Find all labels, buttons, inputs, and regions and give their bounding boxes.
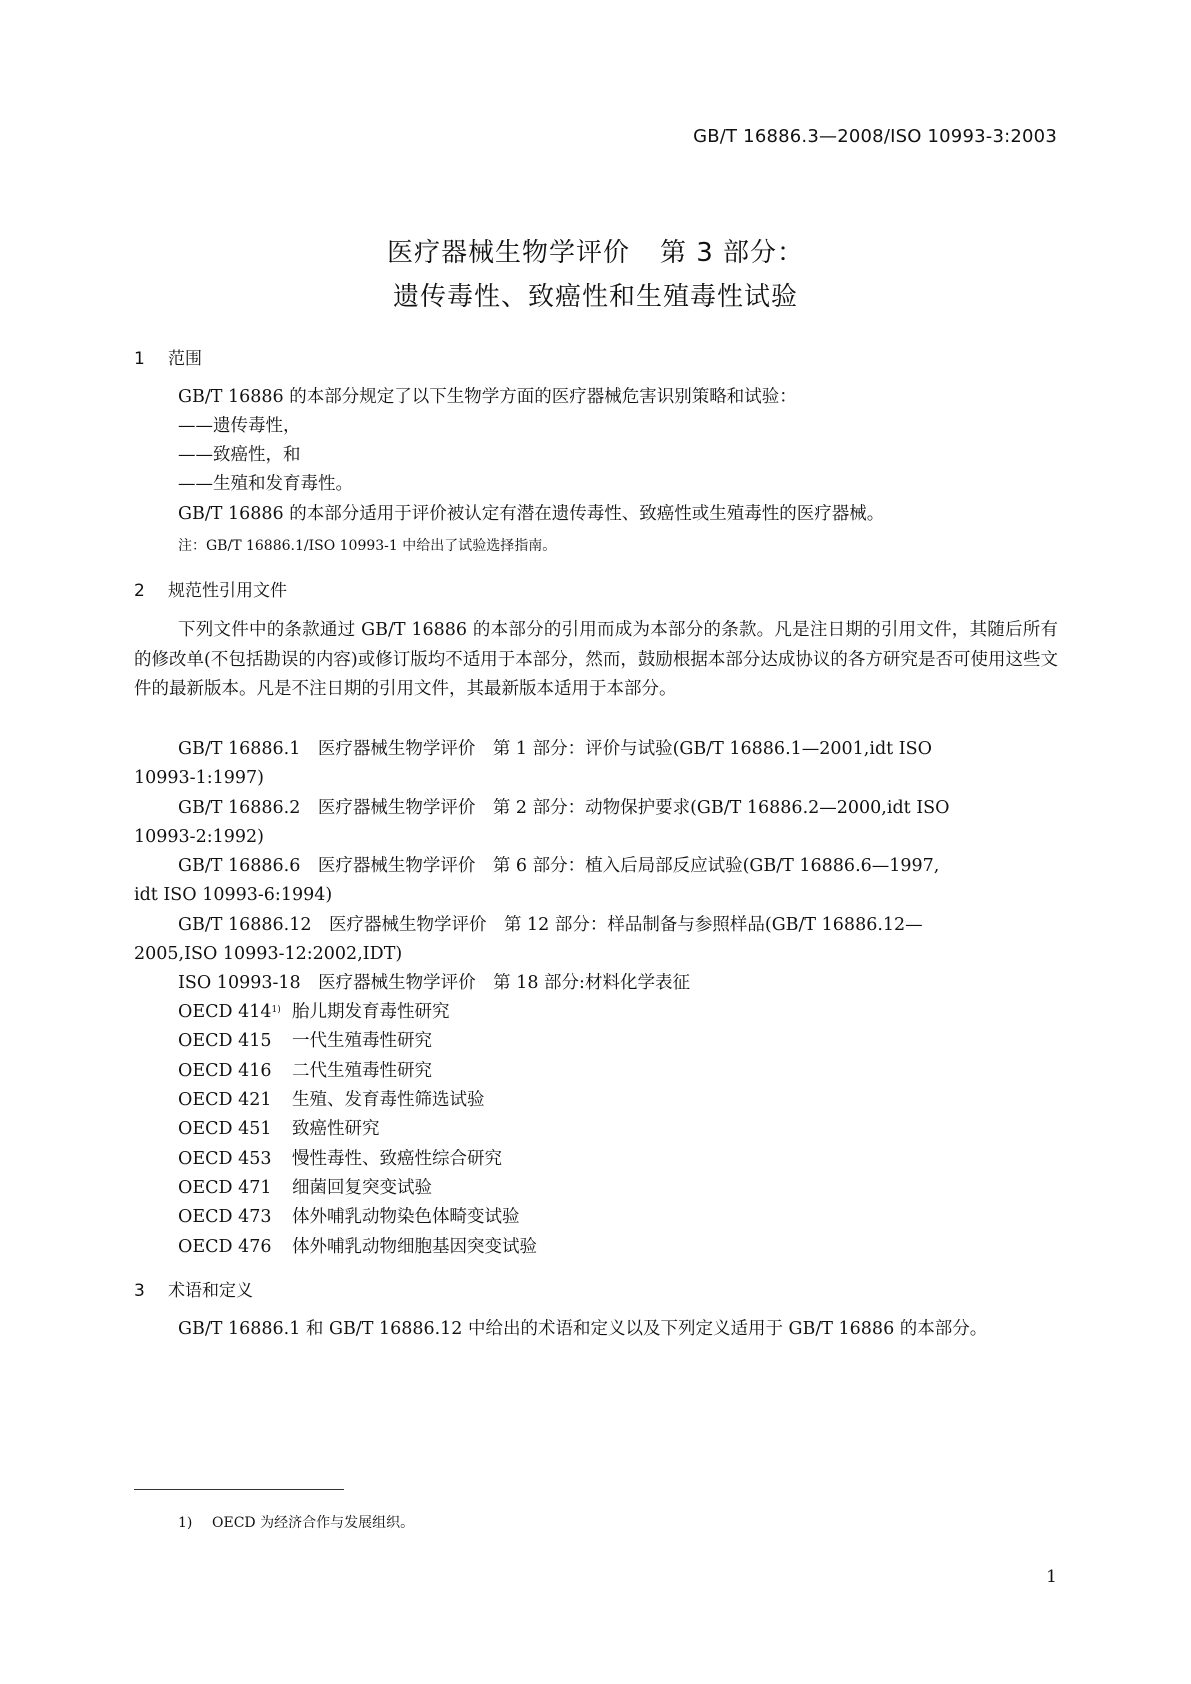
reference-line-cont: 10993-1:1997) xyxy=(134,768,264,788)
document-title-line1 xyxy=(0,232,1191,269)
footnote xyxy=(178,1512,414,1532)
title-part: 第 3 部分： xyxy=(659,238,805,268)
section-heading-normative-references xyxy=(134,576,287,601)
oecd-reference xyxy=(178,1202,520,1233)
oecd-reference xyxy=(178,1114,380,1145)
oecd-title: 细菌回复突变试验 xyxy=(292,1178,432,1198)
scope-applicability: GB/T 16886 的本部分适用于评价被认定有潜在遗传毒性、致癌性或生殖毒性的医疗器械。 xyxy=(178,504,885,524)
oecd-code: OECD 416 xyxy=(178,1061,272,1081)
reference-line-cont: idt ISO 10993-6:1994) xyxy=(134,885,333,905)
oecd-reference xyxy=(178,1026,432,1057)
oecd-reference xyxy=(178,1085,485,1116)
reference-line: ISO 10993-18 医疗器械生物学评价 第 18 部分:材料化学表征 xyxy=(178,973,690,993)
scope-item: ——致癌性，和 xyxy=(178,445,301,465)
oecd-title: 二代生殖毒性研究 xyxy=(292,1061,432,1081)
scope-item: ——生殖和发育毒性。 xyxy=(178,474,353,494)
oecd-title: 生殖、发育毒性筛选试验 xyxy=(292,1090,485,1110)
terms-text: GB/T 16886.1 和 GB/T 16886.12 中给出的术语和定义以及下列定义适用于 GB/T 16886 的本部分。 xyxy=(178,1319,988,1339)
section-title: 规范性引用文件 xyxy=(168,581,287,601)
oecd-title: 致癌性研究 xyxy=(292,1119,380,1139)
footnote-mark: 1) xyxy=(271,1005,281,1015)
oecd-reference xyxy=(178,1173,432,1204)
section-number: 3 xyxy=(134,1281,145,1301)
oecd-code: OECD 471 xyxy=(178,1178,272,1198)
section-number: 2 xyxy=(134,581,145,601)
oecd-title: 体外哺乳动物细胞基因突变试验 xyxy=(292,1237,537,1257)
page-number: 1 xyxy=(1046,1567,1057,1587)
standard-code: GB/T 16886.3—2008/ISO 10993-3:2003 xyxy=(693,126,1057,147)
reference-line: GB/T 16886.2 医疗器械生物学评价 第 2 部分：动物保护要求(GB/T 16886.2—2000,idt ISO xyxy=(178,798,950,818)
reference-line-cont: 2005,ISO 10993-12:2002,IDT) xyxy=(134,944,403,964)
reference-line: GB/T 16886.12 医疗器械生物学评价 第 12 部分：样品制备与参照样品(GB/T 16886.12— xyxy=(178,915,923,935)
footnote-text: OECD 为经济合作与发展组织。 xyxy=(212,1515,415,1531)
oecd-title: 胎儿期发育毒性研究 xyxy=(292,1002,450,1022)
oecd-title: 一代生殖毒性研究 xyxy=(292,1031,432,1051)
oecd-code: OECD 451 xyxy=(178,1119,272,1139)
title-main: 医疗器械生物学评价 xyxy=(386,238,630,268)
oecd-reference xyxy=(178,997,450,1028)
scope-item: ——遗传毒性， xyxy=(178,416,301,436)
scope-note: 注：GB/T 16886.1/ISO 10993-1 中给出了试验选择指南。 xyxy=(178,538,557,554)
references-intro: 下列文件中的条款通过 GB/T 16886 的本部分的引用而成为本部分的条款。凡是注日期的引用文件，其随后所有的修改单(不包括勘误的内容)或修订版均不适用于本部分，然而，鼓励根据本部分达成协议的各方研究是否可使用这些文件的最新版本。凡是不注日期的引用文件，其最新版本适用于本部分。 xyxy=(134,620,1058,699)
reference-line: GB/T 16886.6 医疗器械生物学评价 第 6 部分：植入后局部反应试验(GB/T 16886.6—1997, xyxy=(178,856,940,876)
oecd-reference xyxy=(178,1056,432,1087)
section-title: 术语和定义 xyxy=(168,1281,253,1301)
oecd-code: OECD 414$^{1)}$ xyxy=(178,1002,281,1022)
document-title-line2: 遗传毒性、致癌性和生殖毒性试验 xyxy=(392,282,798,312)
oecd-title: 慢性毒性、致癌性综合研究 xyxy=(292,1149,502,1169)
footnote-divider xyxy=(134,1489,344,1490)
section-number: 1 xyxy=(134,349,145,369)
section-title: 范围 xyxy=(168,349,202,369)
oecd-title: 体外哺乳动物染色体畸变试验 xyxy=(292,1207,520,1227)
reference-line: GB/T 16886.1 医疗器械生物学评价 第 1 部分：评价与试验(GB/T 16886.1—2001,idt ISO xyxy=(178,739,933,759)
oecd-code: OECD 453 xyxy=(178,1149,272,1169)
scope-intro: GB/T 16886 的本部分规定了以下生物学方面的医疗器械危害识别策略和试验： xyxy=(178,387,797,407)
section-heading-terms xyxy=(134,1276,253,1301)
oecd-code: OECD 415 xyxy=(178,1031,272,1051)
oecd-code: OECD 421 xyxy=(178,1090,272,1110)
reference-line-cont: 10993-2:1992) xyxy=(134,827,264,847)
oecd-code: OECD 476 xyxy=(178,1237,272,1257)
footnote-mark: 1) xyxy=(178,1515,193,1531)
oecd-reference xyxy=(178,1232,537,1263)
section-heading-scope xyxy=(134,344,202,369)
oecd-reference xyxy=(178,1144,502,1175)
oecd-code: OECD 473 xyxy=(178,1207,272,1227)
